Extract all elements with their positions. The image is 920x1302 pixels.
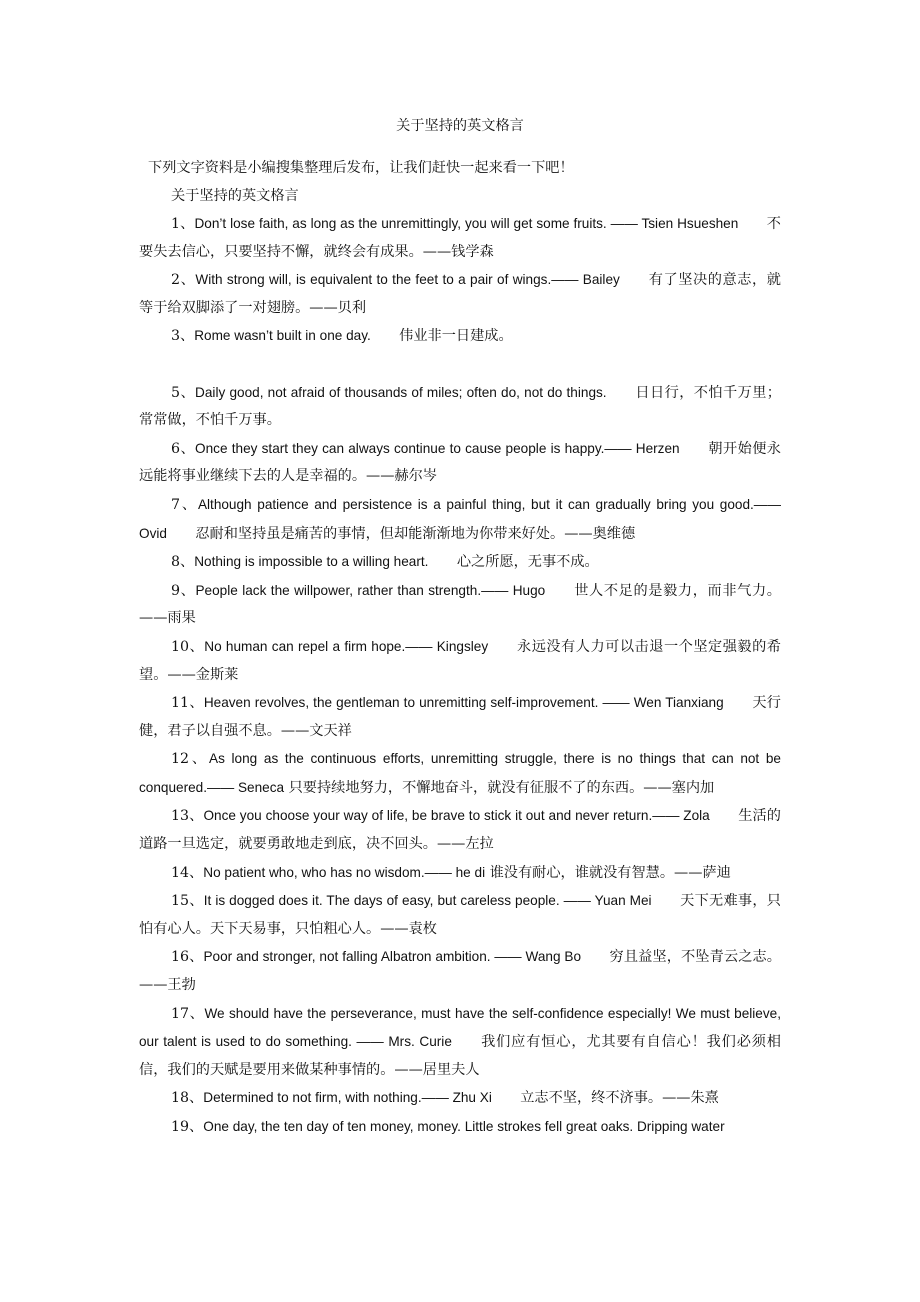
- quote-english: Once you choose your way of life, be brave to stick it out and never return.—— Zola: [203, 808, 710, 824]
- quote-item: [139, 1000, 781, 1085]
- quote-english: As long as the continuous efforts, unremitting struggle, there is no things that can not be conquered.—— Seneca: [139, 751, 781, 795]
- quote-item: [139, 887, 781, 943]
- quote-english: It is dogged does it. The days of easy, but careless people. —— Yuan Mei: [203, 893, 652, 909]
- quote-english: Once they start they can always continue to cause people is happy.—— Herzen: [195, 440, 680, 456]
- quote-chinese: 有了坚决的意志，就等于给双脚添了一对翅膀。——贝利: [139, 272, 781, 316]
- quote-item: [139, 689, 781, 745]
- quote-chinese: 世人不足的是毅力，而非气力。——雨果: [139, 582, 781, 627]
- quote-number: 14、: [171, 864, 204, 881]
- quote-item: [139, 322, 781, 351]
- quote-number: 15、: [171, 893, 204, 910]
- document-body: [139, 112, 781, 1142]
- quote-item: [139, 577, 781, 633]
- quote-item: [139, 745, 781, 802]
- quote-chinese: 立志不坚，终不济事。——朱熹: [520, 1090, 719, 1107]
- quote-chinese: 我们应有恒心，尤其要有自信心！我们必须相信，我们的天赋是要用来做某种事情的。——居里夫人: [139, 1034, 781, 1078]
- quote-item: [139, 802, 781, 858]
- quote-english: We should have the perseverance, must have the self-confidence especially! We must believe, our talent is used to do something. —— Mrs. Curie: [139, 1005, 781, 1050]
- quote-item: [139, 1084, 781, 1113]
- quote-chinese: 日日行，不怕千万里；常常做，不怕千万事。: [139, 384, 781, 429]
- quote-english: Don’t lose faith, as long as the unremittingly, you will get some fruits. —— Tsien Hsueshen: [194, 216, 739, 231]
- quote-number: 12、: [171, 751, 210, 768]
- quote-chinese: 不要失去信心，只要坚持不懈，就终会有成果。——钱学森: [139, 216, 781, 260]
- quote-english: With strong will, is equivalent to the feet to a pair of wings.—— Bailey: [195, 272, 620, 288]
- quote-english: Daily good, not afraid of thousands of miles; often do, not do things.: [195, 384, 607, 400]
- quote-chinese: 只要持续地努力，不懈地奋斗，就没有征服不了的东西。——塞内加: [288, 779, 715, 796]
- quote-number: 5、: [171, 384, 196, 401]
- quote-item: [139, 491, 781, 548]
- quote-item: [139, 859, 781, 888]
- quote-english: Nothing is impossible to a willing heart.: [194, 554, 429, 570]
- quote-chinese: 忍耐和坚持虽是痛苦的事情，但却能渐渐地为你带来好处。——奥维德: [195, 525, 636, 542]
- quote-number: 17、: [171, 1005, 205, 1022]
- quote-number: 10、: [171, 638, 205, 655]
- quote-number: 3、: [171, 328, 195, 345]
- quote-number: 11、: [171, 695, 204, 712]
- section-heading: 关于坚持的英文格言: [171, 188, 299, 204]
- quote-item: [139, 548, 781, 577]
- quote-english: One day, the ten day of ten money, money. Little strokes fell great oaks. Dripping water: [203, 1119, 725, 1134]
- quote-number: 16、: [171, 949, 204, 966]
- quote-english: No human can repel a firm hope.—— Kingsley: [204, 638, 489, 654]
- quote-number: 9、: [171, 582, 196, 599]
- quote-item: [139, 266, 781, 322]
- quote-number: 6、: [171, 440, 196, 457]
- quote-number: 19、: [171, 1119, 204, 1135]
- quote-english: Poor and stronger, not falling Albatron ambition. —— Wang Bo: [203, 949, 582, 965]
- quote-chinese: 心之所愿，无事不成。: [456, 554, 599, 571]
- quote-english: Heaven revolves, the gentleman to unremitting self-improvement. —— Wen Tianxiang: [203, 695, 724, 711]
- quote-item: [139, 633, 781, 689]
- quote-chinese: 谁没有耐心，谁就没有智慧。——萨迪: [489, 864, 731, 881]
- quote-chinese: 朝开始便永远能将事业继续下去的人是幸福的。——赫尔岑: [139, 440, 781, 485]
- quote-number: 1、: [171, 216, 195, 232]
- quote-item: [139, 379, 781, 435]
- quote-number: 7、: [171, 496, 198, 513]
- quote-english: Although patience and persistence is a painful thing, but it can gradually bring you good.—— Ovid: [139, 496, 781, 541]
- quote-chinese: 穷且益坚，不坠青云之志。——王勃: [139, 949, 781, 994]
- quote-number: 8、: [171, 554, 195, 571]
- quote-chinese: 生活的道路一旦选定，就要勇敢地走到底，决不回头。——左拉: [139, 808, 781, 853]
- quote-chinese: 永远没有人力可以击退一个坚定强毅的希望。——金斯莱: [139, 638, 781, 683]
- quote-item: [139, 943, 781, 999]
- quote-chinese: 天行健，君子以自强不息。——文天祥: [139, 695, 781, 739]
- quote-english: Determined to not firm, with nothing.—— Zhu Xi: [203, 1090, 492, 1106]
- quote-number: 18、: [171, 1090, 204, 1107]
- intro-paragraph: 下列文字资料是小编搜集整理后发布，让我们赶快一起来看一下吧！: [148, 160, 574, 176]
- quote-chinese: 伟业非一日建成。: [399, 328, 513, 345]
- quote-english: People lack the willpower, rather than strength.—— Hugo: [195, 582, 546, 598]
- blank-line: [139, 351, 781, 379]
- quote-english: Rome wasn’t built in one day.: [194, 328, 371, 344]
- quote-item: [139, 1113, 781, 1142]
- quote-english: No patient who, who has no wisdom.—— he di: [203, 864, 486, 880]
- quote-chinese: 天下无难事，只怕有心人。天下天易事，只怕粗心人。——袁枚: [139, 893, 781, 937]
- quote-number: 2、: [171, 272, 196, 289]
- quote-item: [139, 210, 781, 266]
- quote-number: 13、: [171, 808, 204, 825]
- quote-item: [139, 435, 781, 491]
- document-title: 关于坚持的英文格言: [396, 118, 524, 134]
